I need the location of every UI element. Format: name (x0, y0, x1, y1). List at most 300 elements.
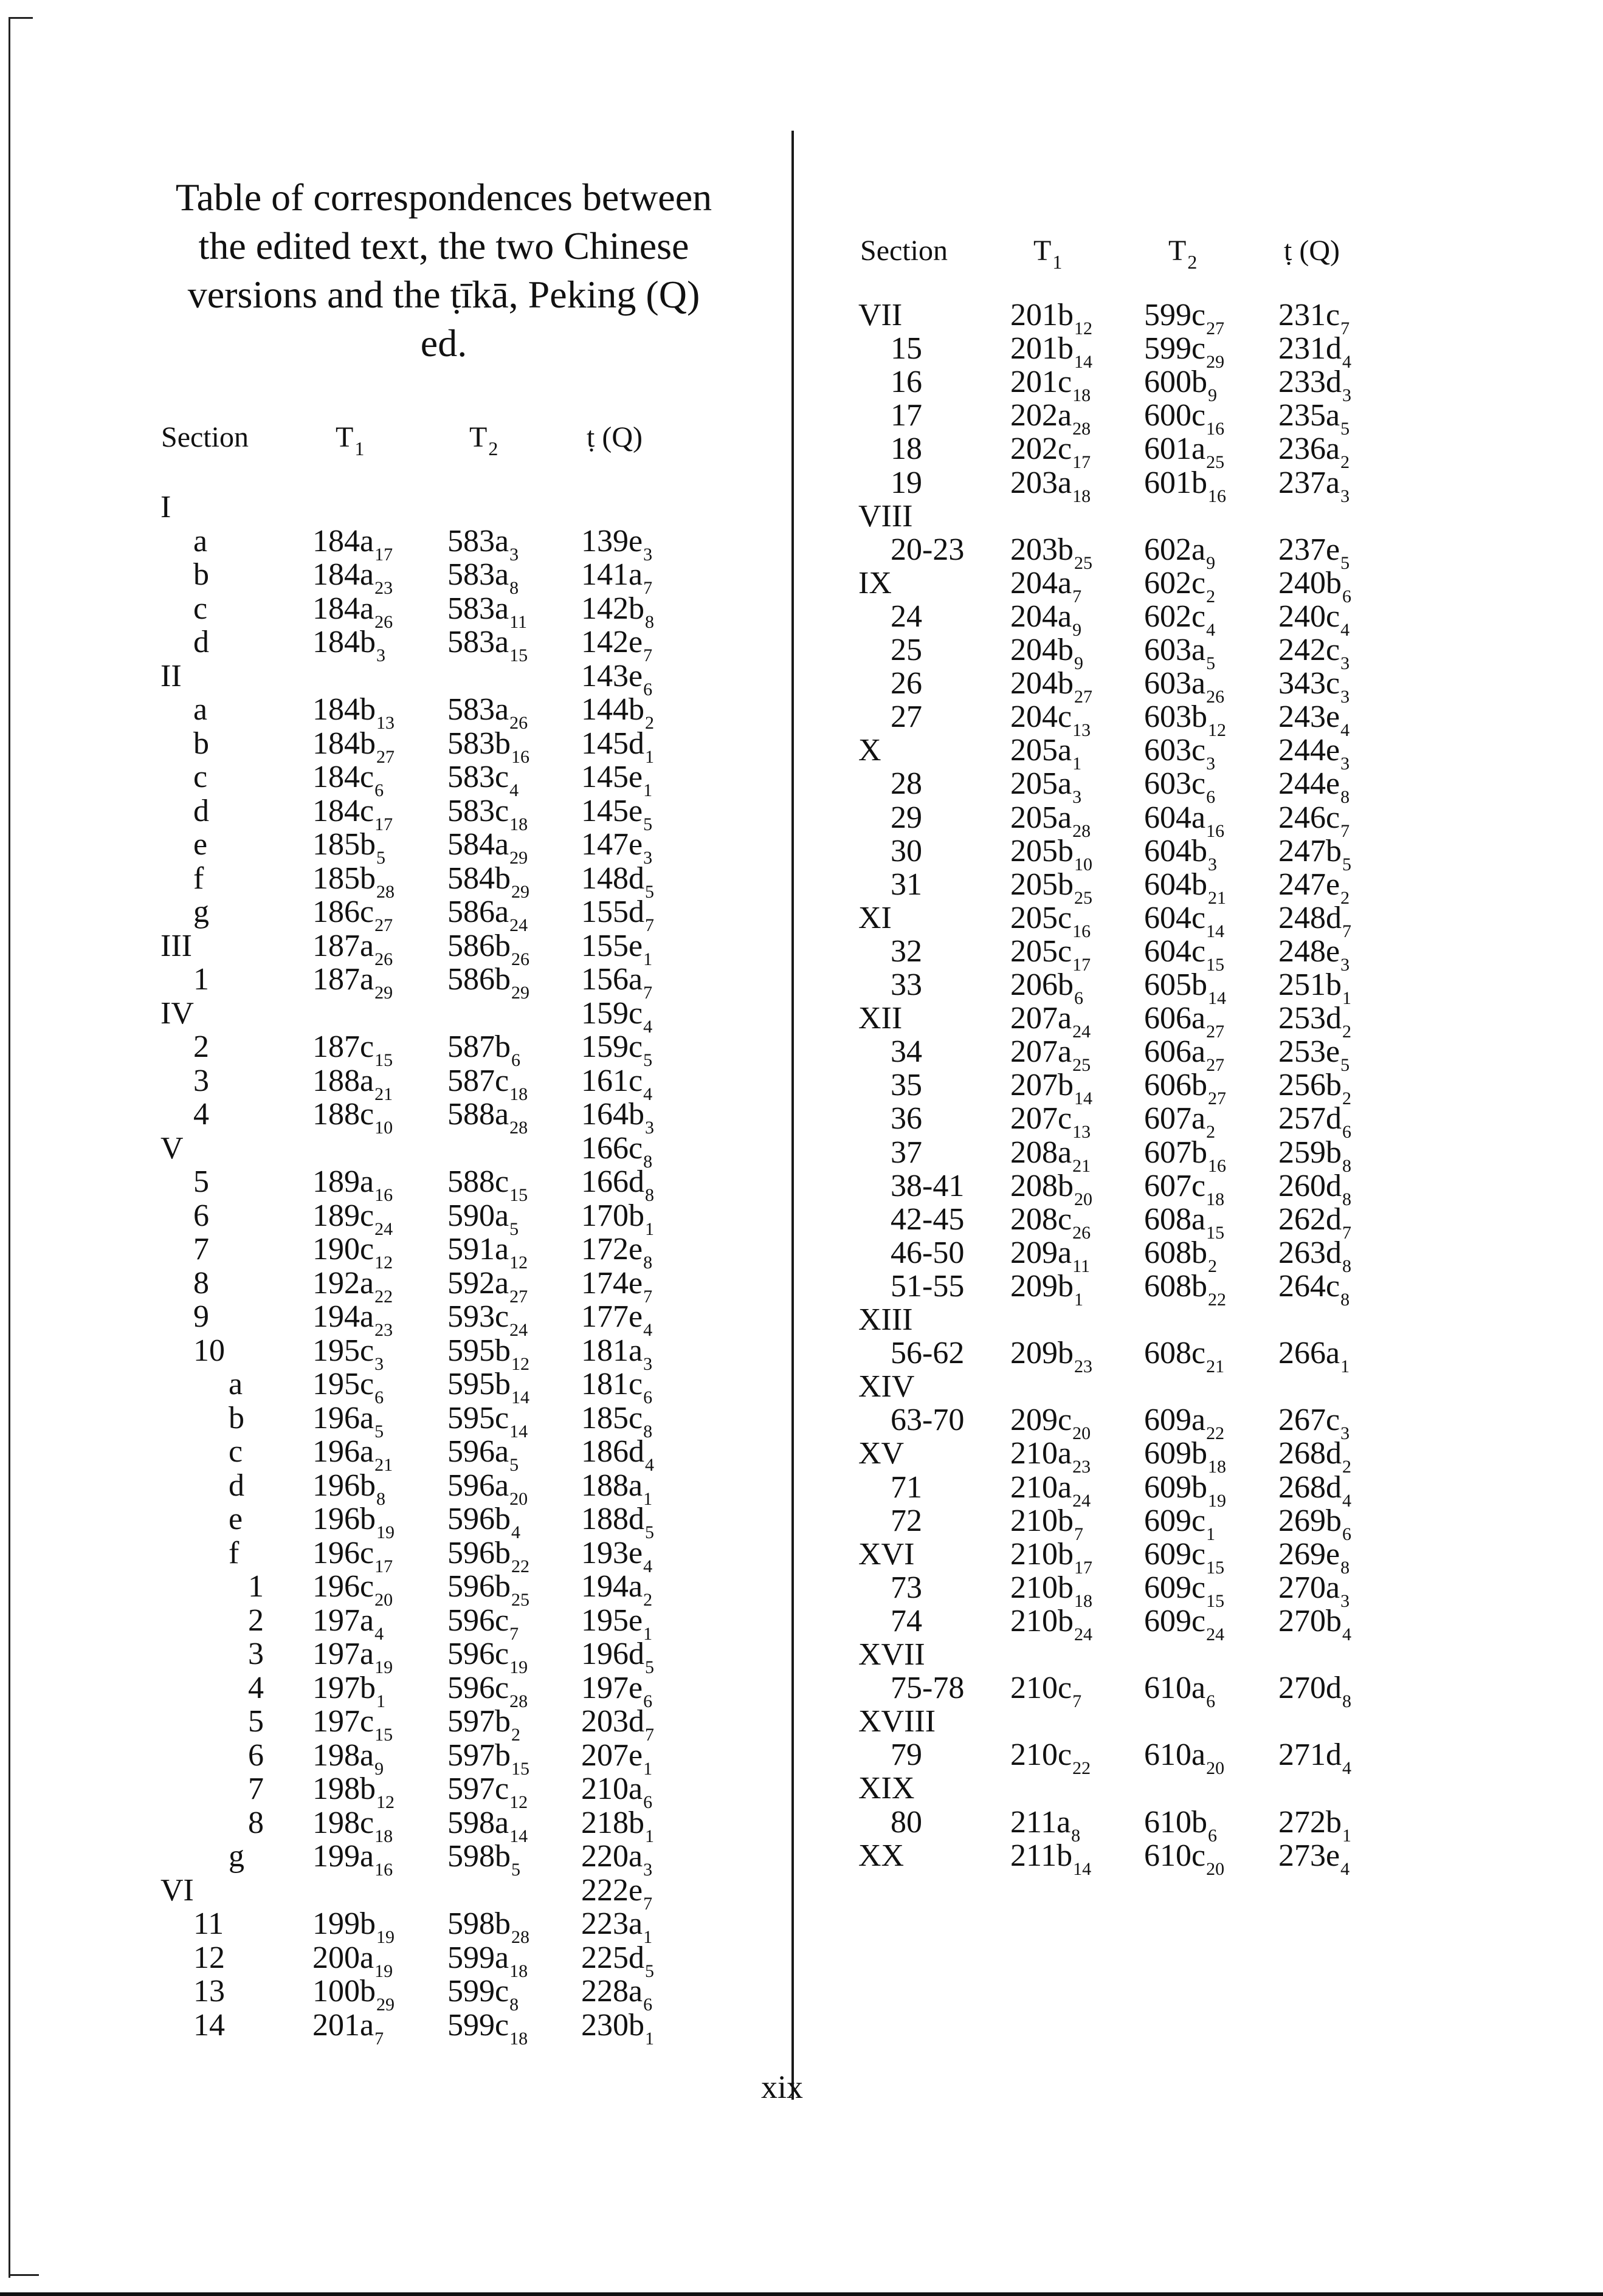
section-label: 25 (891, 633, 922, 667)
tq-value-base: 156a (581, 962, 643, 997)
table-row (0, 1303, 1603, 1337)
t2-value (447, 2009, 528, 2056)
tq-value-subscript: 5 (1340, 1055, 1350, 1076)
tq-value-subscript: 2 (1340, 887, 1350, 908)
t1-value-base: 195c (312, 1367, 374, 1401)
t1-value-subscript: 25 (1072, 1055, 1091, 1076)
tq-value-base: 220a (581, 1839, 643, 1874)
t1-value-subscript: 1 (1072, 754, 1082, 774)
section-label: XI (858, 900, 892, 935)
t1-value-base: 195c (312, 1333, 374, 1368)
t2-value-base: 586b (447, 962, 511, 997)
t2-value-base: 603c (1144, 733, 1206, 768)
header-section: Section (860, 235, 948, 267)
section-label: 74 (891, 1603, 922, 1638)
tq-value-subscript: 5 (645, 1657, 654, 1677)
table-row (0, 1638, 1603, 1672)
t2-value-subscript: 16 (511, 746, 529, 767)
t1-value-subscript: 29 (374, 983, 393, 1003)
tq-value-subscript: 1 (643, 1758, 653, 1779)
section-label: d (229, 1468, 244, 1503)
t1-value-base: 205c (1010, 933, 1072, 969)
section-label: VII (858, 298, 903, 332)
t1-value-base: 205b (1010, 833, 1074, 868)
table-row (0, 666, 1603, 707)
tq-value-subscript: 7 (643, 578, 653, 598)
t2-value-subscript: 22 (511, 1556, 529, 1576)
t2-value-base: 584b (447, 861, 511, 896)
section-label: 11 (193, 1906, 224, 1941)
t2-value-subscript: 15 (509, 1185, 528, 1205)
tq-value-base: 145d (581, 726, 644, 761)
t2-value-base: 583b (447, 726, 511, 761)
section-label: e (193, 827, 208, 862)
t2-value-subscript: 11 (509, 611, 527, 632)
tq-value-subscript: 5 (1342, 854, 1351, 875)
tq-value-base: 262d (1278, 1201, 1342, 1237)
t2-value-base: 591a (447, 1232, 509, 1267)
t2-value-base: 602c (1144, 565, 1206, 600)
tq-value-subscript: 2 (1340, 452, 1350, 473)
t2-value-base: 596b (447, 1535, 511, 1570)
t2-value-base: 605b (1144, 968, 1207, 1002)
table-row (0, 1468, 1603, 1511)
t1-value-base: 199a (312, 1839, 374, 1874)
t1-value-subscript: 7 (1074, 1524, 1083, 1544)
t2-value-base: 601a (1144, 431, 1206, 467)
t2-value (1144, 1839, 1224, 1886)
t1-value-base: 209c (1010, 1403, 1072, 1438)
section-label: 16 (891, 365, 922, 400)
t2-value-subscript: 6 (1208, 1825, 1217, 1846)
t1-value-base: 205b (1010, 867, 1074, 902)
t1-value-base: 184c (312, 760, 374, 794)
section-label: 36 (891, 1101, 922, 1136)
table-row (0, 1503, 1603, 1544)
t1-value-subscript: 18 (1072, 385, 1091, 406)
t1-value-subscript: 19 (376, 1522, 395, 1542)
t2-value-base: 608b (1144, 1268, 1207, 1304)
t2-value-subscript: 27 (509, 1286, 528, 1307)
tq-value-base: 251b (1278, 968, 1342, 1002)
t2-value-subscript: 22 (1206, 1423, 1225, 1444)
section-label: d (193, 793, 209, 828)
t2-value-subscript: 12 (509, 1253, 528, 1273)
tq-value-base: 164b (581, 1097, 644, 1132)
t2-value-base: 604c (1144, 900, 1206, 935)
t1-value-subscript: 10 (1074, 854, 1092, 875)
section-label: 30 (891, 833, 922, 868)
t2-value-subscript: 21 (1206, 1356, 1225, 1377)
column-divider (791, 131, 794, 2100)
t2-value-subscript: 9 (1206, 552, 1216, 573)
t1-value-base: 197a (312, 1637, 374, 1671)
tq-value-subscript: 8 (1340, 787, 1350, 808)
t2-value-base: 587b (447, 1029, 511, 1064)
t1-value-base: 205a (1010, 733, 1072, 768)
t2-value-base: 607b (1144, 1135, 1207, 1170)
table-row (0, 1570, 1603, 1611)
section-label: b (193, 726, 209, 761)
t2-value-base: 583a (447, 591, 509, 626)
table-row (0, 331, 1603, 373)
tq-value-base: 142e (581, 625, 643, 659)
t2-value-base: 610b (1144, 1804, 1207, 1840)
tq-value-base: 194a (581, 1569, 643, 1604)
t2-value-subscript: 24 (509, 915, 528, 935)
t2-value-subscript: 26 (511, 949, 529, 969)
t2-value-subscript: 19 (509, 1657, 528, 1677)
tq-value-subscript: 1 (643, 1488, 653, 1509)
t1-value-subscript: 12 (1074, 318, 1092, 339)
section-label: g (229, 1839, 244, 1874)
section-label: 37 (891, 1135, 922, 1170)
t2-value-subscript: 18 (509, 1084, 528, 1104)
tq-value-base: 244e (1278, 766, 1340, 802)
section-label: XII (858, 1001, 903, 1036)
table-row (0, 1974, 1603, 2015)
section-label: c (193, 760, 208, 794)
section-label: 18 (891, 431, 922, 467)
t1-value-base: 198c (312, 1805, 374, 1840)
section-label: 42-45 (891, 1201, 965, 1237)
t1-value-base: 202a (1010, 398, 1072, 433)
table-row (0, 1034, 1603, 1076)
t1-value-subscript: 3 (374, 1353, 384, 1374)
section-label: 15 (891, 331, 922, 366)
tq-value (581, 2009, 654, 2056)
tq-value-base: 271d (1278, 1737, 1342, 1773)
t2-value-base: 609c (1144, 1603, 1206, 1638)
tq-value-subscript: 7 (1340, 318, 1350, 339)
t1-value-base: 186c (312, 895, 374, 929)
t2-value-subscript: 24 (1206, 1624, 1225, 1645)
t1-value-base: 194a (312, 1299, 374, 1334)
table-row (0, 1838, 1603, 1879)
tq-value-base: 253d (1278, 1001, 1342, 1036)
t1-value-base: 197c (312, 1704, 374, 1739)
t2-value-subscript: 3 (509, 544, 519, 565)
t1-value-subscript: 28 (376, 881, 395, 902)
tq-value-subscript: 8 (1342, 1256, 1351, 1276)
tq-value-base: 181c (581, 1367, 643, 1401)
section-label: b (193, 557, 209, 592)
tq-value-subscript: 5 (1340, 552, 1350, 573)
t2-value-subscript: 5 (511, 1860, 520, 1880)
section-label: b (229, 1400, 244, 1435)
t1-value-base: 196a (312, 1400, 374, 1435)
t1-value-base: 196b (312, 1502, 376, 1536)
section-label: 4 (193, 1097, 209, 1132)
tq-value-base: 166d (581, 1164, 644, 1199)
t2-value-base: 607c (1144, 1168, 1206, 1203)
table-row (0, 833, 1603, 875)
t1-value-subscript: 6 (374, 1387, 384, 1408)
t1-value-base: 210b (1010, 1603, 1074, 1638)
section-label: 27 (891, 699, 922, 735)
t2-value-base: 603b (1144, 699, 1207, 735)
table-row (0, 465, 1603, 506)
t1-value-subscript: 17 (1072, 452, 1091, 473)
title-line: the edited text, the two Chinese (198, 224, 689, 267)
section-label: 51-55 (891, 1268, 965, 1304)
tq-value-base: 237e (1278, 532, 1340, 567)
t1-value-subscript: 14 (1073, 1858, 1092, 1879)
tq-value-subscript: 8 (1342, 1691, 1351, 1712)
section-label: 17 (891, 398, 922, 433)
section-label: 10 (193, 1333, 225, 1368)
t1-value-base: 208c (1010, 1201, 1072, 1237)
tq-value-base: 197e (581, 1670, 643, 1705)
tq-value-subscript: 2 (1342, 1457, 1351, 1477)
t1-value-base: 211a (1010, 1804, 1071, 1840)
t1-value-subscript: 27 (1074, 687, 1092, 707)
tq-value-subscript: 7 (1340, 820, 1350, 841)
t1-value-subscript: 13 (1072, 1122, 1091, 1143)
tq-value-base: 343c (1278, 666, 1340, 701)
table-row (0, 699, 1603, 741)
section-label: 12 (193, 1940, 225, 1975)
header-t1 (1033, 234, 1062, 279)
t1-value-subscript: 21 (1072, 1155, 1091, 1176)
section-label: 73 (891, 1570, 922, 1605)
t2-value-subscript: 22 (1208, 1289, 1226, 1310)
t2-value-base: 599c (447, 2007, 509, 2043)
bottom-rule (0, 2292, 1603, 2296)
t1-value-subscript: 19 (376, 1927, 395, 1947)
t1-value-base: 200a (312, 1940, 374, 1975)
t2-value-base: 602c (1144, 599, 1206, 634)
t1-value-subscript: 28 (1072, 820, 1091, 841)
section-label: a (229, 1367, 243, 1401)
t1-value-subscript: 6 (1074, 988, 1083, 1008)
page-number: xix (761, 2069, 804, 2105)
section-label: d (193, 625, 209, 659)
tq-value-base: 263d (1278, 1235, 1342, 1270)
t1-value-subscript: 13 (1072, 720, 1091, 741)
tq-value-base: 236a (1278, 431, 1340, 467)
tq-value-subscript: 7 (645, 1725, 654, 1745)
t1-value-subscript: 12 (376, 1792, 395, 1812)
tq-value-subscript: 8 (1340, 1557, 1350, 1578)
t2-value-base: 599c (1144, 298, 1206, 332)
section-label: 5 (193, 1164, 209, 1199)
tq-value-subscript: 3 (643, 1353, 653, 1374)
header-t2-sub: 2 (488, 438, 498, 459)
t1-value-base: 196c (312, 1535, 374, 1570)
t2-value-subscript: 1 (1206, 1524, 1216, 1544)
tq-value-base: 247e (1278, 867, 1340, 902)
table-row (0, 1804, 1603, 1846)
t2-value-base: 584a (447, 827, 509, 862)
section-label: XIII (858, 1302, 913, 1337)
section-label: c (229, 1434, 243, 1469)
t1-value-subscript: 12 (374, 1253, 393, 1273)
t1-value-subscript: 9 (1074, 653, 1083, 673)
t1-value-subscript: 17 (1072, 954, 1091, 975)
t1-value-base: 210a (1010, 1436, 1072, 1471)
tq-value-base: 188d (581, 1502, 644, 1536)
t2-value-subscript: 7 (509, 1623, 519, 1644)
section-label: 8 (248, 1805, 264, 1840)
t2-value-base: 595c (447, 1400, 509, 1435)
header-t2 (1168, 234, 1197, 279)
section-label: 71 (891, 1469, 922, 1505)
tq-value-base: 225d (581, 1940, 644, 1975)
t2-value-base: 595b (447, 1333, 511, 1368)
table-row (0, 933, 1603, 975)
tq-value-base: 155e (581, 928, 643, 963)
t1-value-base: 209a (1010, 1235, 1072, 1270)
t2-value-subscript: 5 (509, 1218, 519, 1239)
tq-value-base: 181a (581, 1333, 643, 1368)
t1-value-base: 211b (1010, 1838, 1073, 1873)
section-label: 3 (193, 1063, 209, 1098)
tq-value-subscript: 4 (1340, 720, 1350, 741)
t2-value-subscript: 24 (509, 1320, 528, 1340)
tq-value-base: 193e (581, 1535, 643, 1570)
t2-value-base: 603a (1144, 633, 1206, 667)
tq-value-base: 248d (1278, 900, 1342, 935)
t1-value-base: 208b (1010, 1168, 1074, 1203)
section-label: c (193, 591, 208, 626)
tq-value-subscript: 2 (645, 713, 654, 733)
tq-value-base: 243e (1278, 699, 1340, 735)
tq-value-subscript: 1 (1340, 1356, 1350, 1377)
t1-value-subscript: 3 (1072, 787, 1082, 808)
table-row (0, 1268, 1603, 1310)
t2-value-base: 609c (1144, 1503, 1206, 1538)
section-label: 7 (193, 1232, 209, 1267)
tq-value-subscript: 6 (643, 1387, 653, 1408)
t1-value-base: 184a (312, 557, 374, 592)
t1-value-base: 204b (1010, 633, 1074, 667)
section-label: XVIII (858, 1704, 936, 1739)
section-label: XVI (858, 1536, 915, 1572)
tq-value-subscript: 8 (1342, 1155, 1351, 1176)
header-t1-sub: 1 (1052, 251, 1063, 273)
t1-value-base: 201b (1010, 331, 1074, 366)
tq-value-subscript: 1 (643, 780, 653, 800)
section-label: 29 (891, 800, 922, 835)
tq-value-base: 256b (1278, 1068, 1342, 1103)
t2-value-subscript: 14 (1206, 921, 1225, 941)
t2-value-base: 601b (1144, 465, 1207, 500)
margin-bracket-bottom (9, 2274, 39, 2276)
t2-value-base: 583a (447, 692, 509, 727)
section-label: 14 (193, 2007, 225, 2043)
section-label: 9 (193, 1299, 209, 1334)
t2-value-subscript: 20 (1206, 1758, 1225, 1779)
t2-value-base: 588a (447, 1097, 509, 1132)
tq-value-subscript: 1 (643, 949, 653, 969)
t2-value-subscript: 27 (1206, 1022, 1225, 1042)
tq-value-subscript: 6 (643, 1995, 653, 2015)
t1-value-subscript: 14 (1074, 1088, 1092, 1109)
t1-value-base: 189c (312, 1198, 374, 1233)
section-label: 56-62 (891, 1336, 965, 1371)
tq-value-base: 159c (581, 995, 643, 1031)
t2-value-subscript: 20 (509, 1488, 528, 1509)
tq-value-base: 141a (581, 557, 643, 592)
t2-value-subscript: 18 (1206, 1189, 1225, 1209)
t1-value-subscript: 24 (1072, 1022, 1091, 1042)
section-label: 28 (891, 766, 922, 802)
t1-value-subscript: 13 (376, 713, 395, 733)
tq-value-subscript: 7 (643, 983, 653, 1003)
t2-value-subscript: 29 (509, 848, 528, 868)
section-label: 7 (248, 1772, 264, 1806)
t2-value-base: 609c (1144, 1570, 1206, 1605)
t1-value-subscript: 25 (1074, 552, 1092, 573)
t2-value-base: 609a (1144, 1403, 1206, 1438)
t2-value-base: 610a (1144, 1671, 1206, 1706)
tq-value-subscript: 3 (1340, 1590, 1350, 1611)
t1-value-subscript: 23 (1074, 1356, 1092, 1377)
t1-value-base: 197a (312, 1603, 374, 1638)
t1-value-subscript: 18 (1072, 486, 1091, 506)
t1-value-subscript: 27 (374, 915, 393, 935)
section-label: 35 (891, 1068, 922, 1103)
t1-value-subscript: 27 (376, 746, 395, 767)
t1-value-subscript: 28 (1072, 419, 1091, 439)
t1-value-subscript: 26 (374, 611, 393, 632)
tq-value-base: 223a (581, 1906, 643, 1941)
tq-value-base: 233d (1278, 365, 1342, 400)
section-label: 38-41 (891, 1168, 965, 1203)
section-label: XX (858, 1838, 905, 1873)
title-line: versions and the ṭīkā, Peking (Q) (187, 273, 700, 316)
t2-value-base: 606b (1144, 1068, 1207, 1103)
t1-value-base: 188a (312, 1063, 374, 1098)
t2-value-base: 600b (1144, 365, 1207, 400)
t1-value-subscript: 18 (374, 1826, 393, 1846)
section-label: III (160, 928, 192, 963)
t1-value-base: 206b (1010, 968, 1074, 1002)
tq-value-subscript: 3 (643, 544, 653, 565)
table-row (0, 1333, 1603, 1377)
section-label: XVII (858, 1637, 925, 1672)
t1-value-subscript: 5 (374, 1421, 384, 1442)
t2-value-base: 596c (447, 1637, 509, 1671)
t2-value-subscript: 26 (509, 713, 528, 733)
tq-value-subscript: 7 (643, 1893, 653, 1914)
t2-value-base: 599c (447, 1974, 509, 2009)
tq-value-subscript: 4 (643, 1016, 653, 1037)
t1-value-base: 198b (312, 1772, 376, 1806)
header-t2-base: T (469, 421, 488, 453)
table-row (0, 1671, 1603, 1712)
t2-value-subscript: 6 (511, 1050, 520, 1070)
t2-value-subscript: 12 (511, 1353, 529, 1374)
t1-value-subscript: 8 (376, 1488, 385, 1509)
tq-value-subscript: 4 (645, 1455, 654, 1475)
t1-value-base: 184b (312, 692, 376, 727)
t2-value-base: 583a (447, 625, 509, 659)
tq-value-base: 145e (581, 793, 643, 828)
t2-value-base: 588c (447, 1164, 509, 1199)
tq-value-base: 269e (1278, 1536, 1340, 1572)
t1-value-base: 208a (1010, 1135, 1072, 1170)
tq-value-subscript: 8 (643, 1253, 653, 1273)
tq-value-base: 248e (1278, 933, 1340, 969)
t1-value-base: 205a (1010, 800, 1072, 835)
t1-value-base: 210b (1010, 1570, 1074, 1605)
tq-value-subscript: 8 (643, 1421, 653, 1442)
t2-value-subscript: 2 (1208, 1256, 1217, 1276)
t1-value-base: 210b (1010, 1503, 1074, 1538)
table-row (0, 1872, 1603, 1914)
